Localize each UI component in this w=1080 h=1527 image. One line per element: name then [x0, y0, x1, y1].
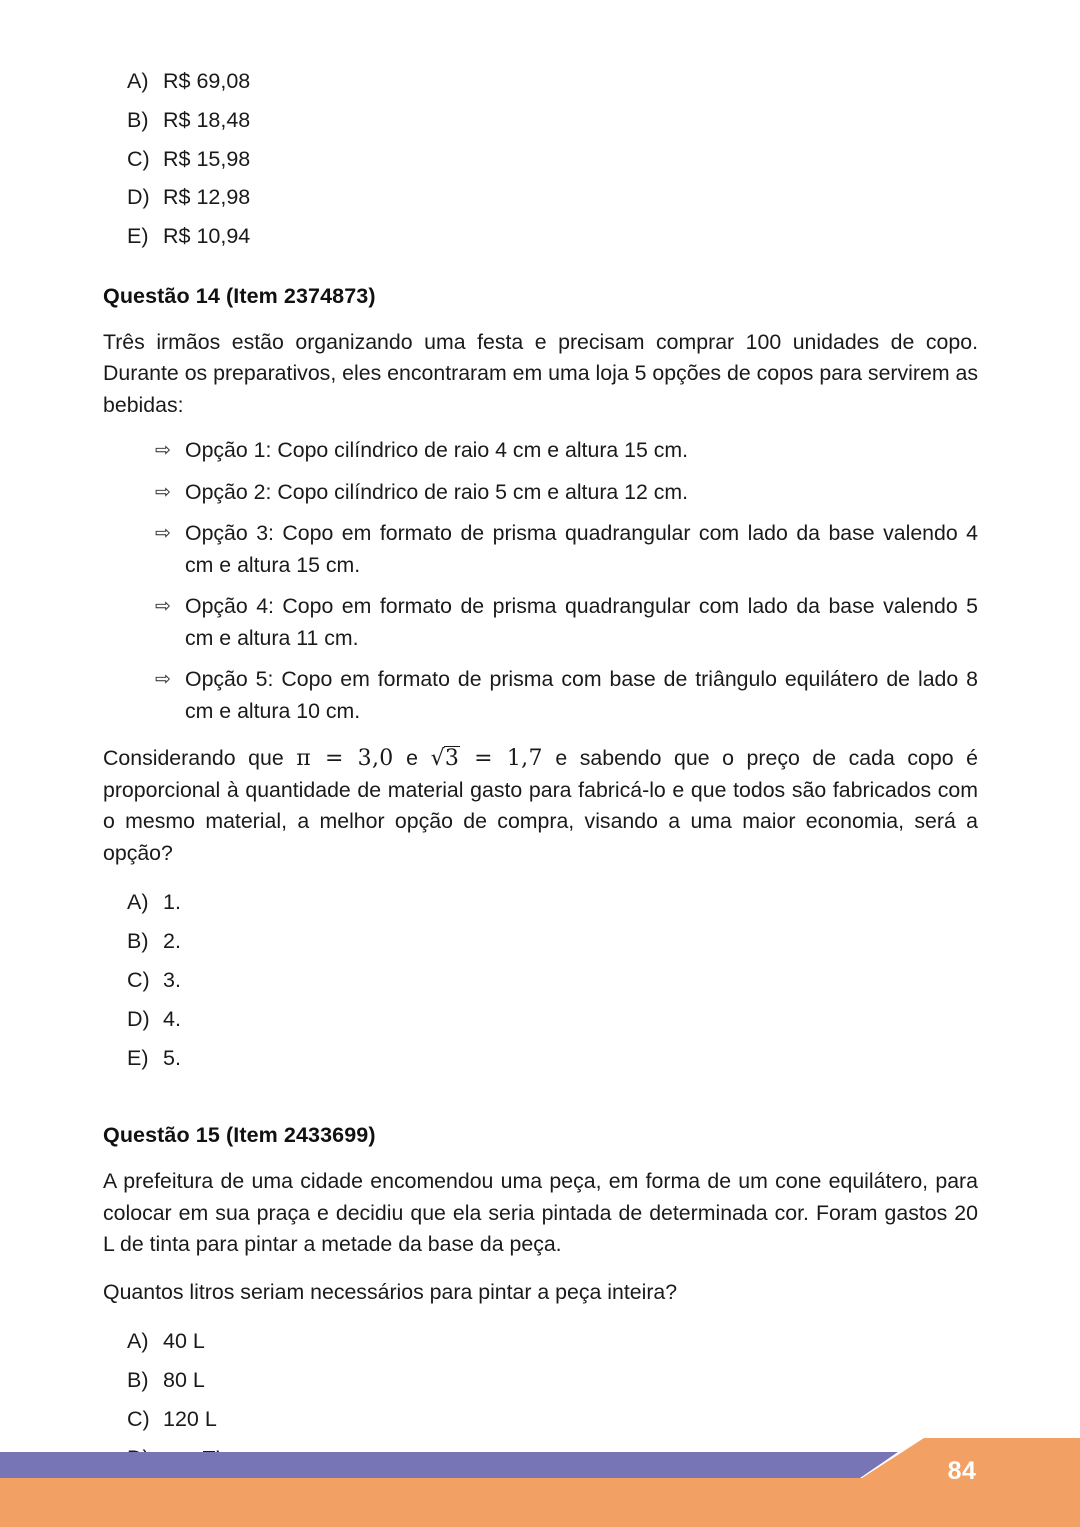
page-footer [0, 1425, 1080, 1527]
option-row[interactable] [127, 961, 978, 1000]
bullet-text: Opção 1: Copo cilíndrico de raio 4 cm e altura 15 cm. [185, 438, 689, 463]
option-letter: C) [127, 1407, 150, 1432]
option-text: R$ 12,98 [163, 185, 251, 210]
option-row[interactable] [127, 883, 978, 922]
option-row[interactable] [127, 1361, 978, 1400]
option-row[interactable] [127, 922, 978, 961]
option-row[interactable] [127, 1000, 978, 1039]
math-pi-value: π = 3,0 [296, 746, 394, 772]
bullet-item [155, 518, 978, 581]
option-letter: E) [127, 1045, 149, 1070]
radicand: 3 [444, 746, 460, 772]
option-row[interactable] [127, 1039, 978, 1078]
bullet-item [155, 435, 978, 467]
radical-sign: √ [430, 746, 445, 772]
option-letter: E) [127, 224, 149, 249]
option-letter: A) [127, 69, 149, 93]
option-text: R$ 18,48 [163, 107, 251, 132]
radical-suffix: = 1,7 [460, 746, 543, 772]
question-14-bullet-list [103, 435, 978, 727]
option-text: 80 L [163, 1368, 205, 1393]
option-letter: D) [127, 185, 150, 210]
closing-suffix: e sabendo que o preço de cada copo é proporcional à quantidade de material gasto para fabricá-lo e que todos são fabricados com o mesmo material, a melhor opção de compra, visando a uma maior economia, será a opção? [103, 746, 979, 865]
option-letter: B) [127, 929, 149, 954]
question-14-heading: Questão 14 (Item 2374873) [103, 283, 376, 308]
question-14-closing-paragraph [103, 743, 978, 869]
bullet-text: Opção 5: Copo em formato de prisma com base de triângulo equilátero de lado 8 cm e altura 10 cm. [185, 667, 978, 723]
bullet-text: Opção 4: Copo em formato de prisma quadrangular com lado da base valendo 5 cm e altura 11 cm. [185, 594, 978, 650]
option-row[interactable] [127, 101, 978, 140]
option-row[interactable] [127, 140, 978, 179]
option-letter: A) [127, 890, 149, 915]
bullet-item [155, 664, 978, 727]
closing-mid: e [393, 746, 431, 771]
question-15-paragraph-2: Quantos litros seriam necessários para pintar a peça inteira? [103, 1279, 678, 1304]
option-letter: B) [127, 107, 149, 132]
math-sqrt3-value [431, 746, 543, 771]
option-text: 40 L [163, 1329, 205, 1354]
question-15-heading: Questão 15 (Item 2433699) [103, 1123, 376, 1148]
option-row[interactable] [127, 178, 978, 217]
bullet-item [155, 591, 978, 654]
question-15-paragraph-1: A prefeitura de uma cidade encomendou uma peça, em forma de um cone equilátero, para colocar em sua praça e decidiu que ela seria pintada de determinada cor. Foram gastos 20 L de tinta para pintar a metade da base da peça. [103, 1169, 978, 1257]
page-content [103, 62, 978, 1520]
option-text: R$ 69,08 [163, 69, 251, 93]
option-letter: D) [127, 1006, 150, 1031]
arrow-right-icon: ⇨ [155, 440, 171, 462]
arrow-right-icon: ⇨ [155, 523, 171, 545]
closing-prefix: Considerando que [103, 746, 297, 771]
option-text: 2. [163, 929, 181, 954]
bullet-item [155, 477, 978, 509]
bullet-text: Opção 3: Copo em formato de prisma quadrangular com lado da base valendo 4 cm e altura 15 cm. [185, 521, 978, 577]
option-letter: C) [127, 968, 150, 993]
option-row[interactable] [127, 1322, 978, 1361]
option-text: 120 L [163, 1407, 217, 1432]
bullet-text: Opção 2: Copo cilíndrico de raio 5 cm e altura 12 cm. [185, 479, 689, 504]
arrow-right-icon: ⇨ [155, 481, 171, 503]
option-text: 3. [163, 968, 181, 993]
option-text: R$ 10,94 [163, 224, 251, 249]
question-14-options [103, 883, 978, 1077]
option-letter: B) [127, 1368, 149, 1393]
previous-question-options [103, 62, 978, 256]
option-text: 5. [163, 1045, 181, 1070]
arrow-right-icon: ⇨ [155, 669, 171, 691]
option-text: R$ 15,98 [163, 146, 251, 171]
option-text: 1. [163, 890, 181, 915]
arrow-right-icon: ⇨ [155, 596, 171, 618]
option-row[interactable] [127, 62, 978, 101]
page-number: 84 [947, 1457, 977, 1485]
option-letter: A) [127, 1329, 149, 1354]
question-14-intro: Três irmãos estão organizando uma festa e precisam comprar 100 unidades de copo. Durante os preparativos, eles encontraram em uma loja 5 opções de copos para servirem as bebidas: [103, 329, 978, 417]
option-text: 4. [163, 1006, 181, 1031]
option-row[interactable] [127, 217, 978, 256]
option-letter: C) [127, 146, 150, 171]
